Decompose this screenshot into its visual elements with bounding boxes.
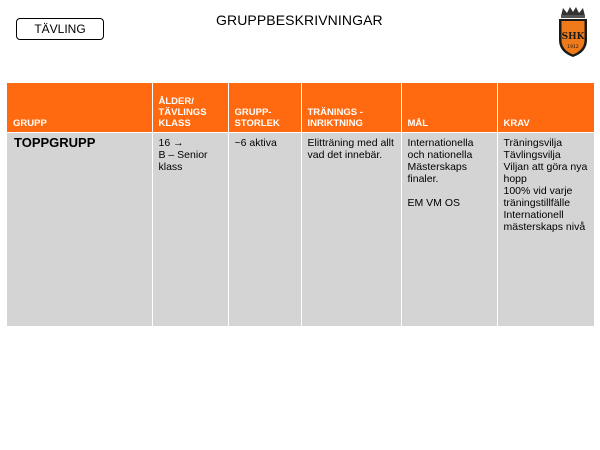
club-crest-icon <box>556 6 590 58</box>
cell-goal <box>401 133 497 327</box>
cell-age <box>152 133 228 327</box>
age-line: 16 → <box>158 137 184 149</box>
col-header-size: GRUPP- STORLEK <box>228 83 301 133</box>
requirement-line: Träningsvilja <box>503 137 563 149</box>
category-tag: TÄVLING <box>16 18 104 40</box>
cell-size: ~6 aktiva <box>228 133 301 327</box>
page-title: GRUPPBESKRIVNINGAR <box>216 12 383 28</box>
logo-monogram: SHK <box>561 32 585 42</box>
col-header-requirements: KRAV <box>497 83 594 133</box>
col-header-group: GRUPP <box>7 83 152 133</box>
cell-requirements <box>497 133 594 327</box>
cell-group: TOPPGRUPP <box>7 133 152 327</box>
group-table <box>7 83 594 326</box>
cell-focus: Elitträning med allt vad det innebär. <box>301 133 401 327</box>
goal-line: Internationella och nationella Mästerskaps finaler. <box>407 137 474 185</box>
col-header-goal: MÅL <box>401 83 497 133</box>
goal-spacer <box>408 185 491 197</box>
logo-year: 1912 <box>567 45 579 50</box>
table-header-row <box>7 83 594 133</box>
col-header-focus: TRÄNINGS - INRIKTNING <box>301 83 401 133</box>
age-line: B – Senior klass <box>158 149 208 173</box>
requirement-line: Tävlingsvilja <box>503 149 561 161</box>
table-row <box>7 133 594 327</box>
requirement-line: 100% vid varje träningstillfälle <box>503 185 573 209</box>
requirement-line: Viljan att göra nya hopp <box>503 161 588 185</box>
goal-line: EM VM OS <box>407 197 461 209</box>
requirement-line: Internationell mästerskaps nivå <box>503 209 586 233</box>
col-header-age: ÅLDER/ TÄVLINGS KLASS <box>152 83 228 133</box>
